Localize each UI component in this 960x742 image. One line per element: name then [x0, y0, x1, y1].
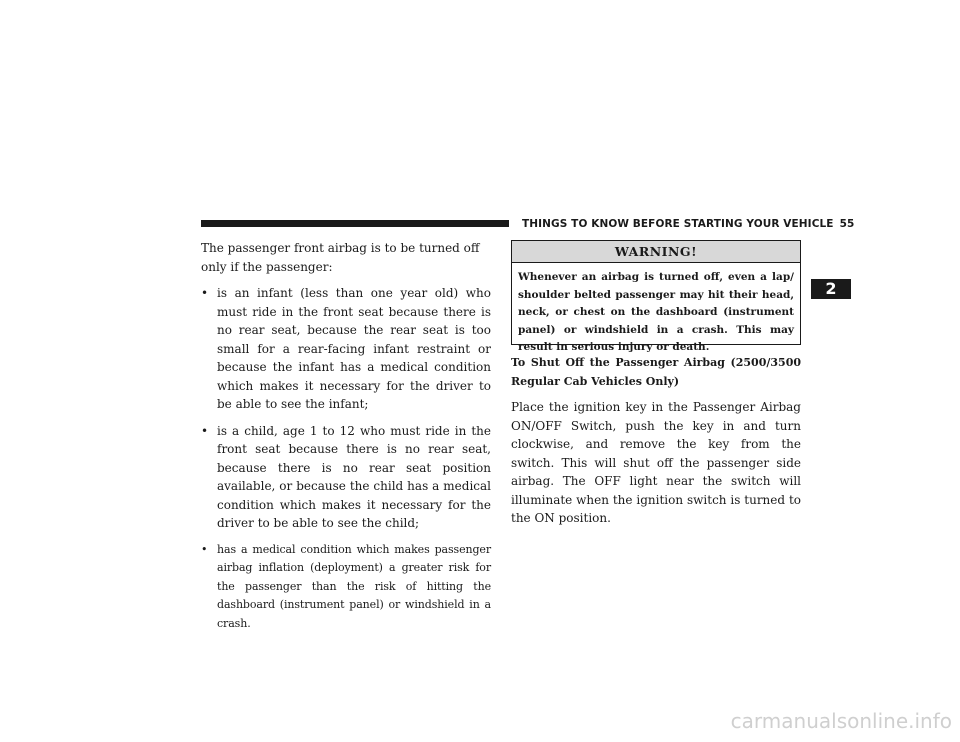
warning-box	[511, 240, 801, 353]
bullet-icon: •	[201, 542, 208, 556]
warning-title: WARNING!	[512, 241, 800, 263]
list-item	[201, 422, 491, 533]
page-number: 55	[839, 218, 855, 230]
instruction-paragraph: Place the ignition key in the Passenger Airbag ON/OFF Switch, push the key in and turn clockwise, and remove the key from the switch. This will shut off the passenger side airbag. The OFF light near the switch will illuminate when the ignition switch is turned to the ON position.	[511, 400, 801, 525]
header-rule	[201, 220, 509, 227]
section-subheading: To Shut Off the Passenger Airbag (2500/3500 Regular Cab Vehicles Only)	[511, 356, 801, 388]
list-item	[201, 284, 491, 414]
list-item	[201, 541, 491, 634]
condition-list	[201, 284, 491, 633]
list-item-text: has a medical condition which makes passenger airbag inflation (deployment) a greater risk for the passenger than the risk of hitting the dashboard (instrument panel) or windshield in a crash.	[217, 542, 491, 630]
bullet-icon: •	[201, 286, 209, 300]
list-item-text: is an infant (less than one year old) who must ride in the front seat because there is no rear seat, because the rear seat is too small for a rear-facing infant restraint or because the infant has a medical condition which makes it necessary for the driver to be able to see the infant;	[217, 286, 491, 411]
running-header	[522, 216, 855, 232]
site-watermark: carmanualsonline.info	[730, 709, 952, 733]
bullet-icon: •	[201, 423, 209, 438]
chapter-tab: 2	[811, 279, 851, 299]
list-item-text: is a child, age 1 to 12 who must ride in the front seat because there is no rear seat, because there is no rear seat position available, or because the child has a medical condition which makes it necessary for the driver to be able to see the child;	[217, 423, 491, 530]
left-column	[201, 239, 491, 641]
intro-paragraph: The passenger front airbag is to be turned off only if the passenger:	[201, 241, 480, 274]
section-title: THINGS TO KNOW BEFORE STARTING YOUR VEHICLE	[522, 218, 834, 230]
right-column	[511, 354, 801, 528]
warning-body: Whenever an airbag is turned off, even a lap/ shoulder belted passenger may hit their head, neck, or chest on the dashboard (instrument panel) or windshield in a crash. This may result in serious injury or death.	[518, 271, 794, 353]
